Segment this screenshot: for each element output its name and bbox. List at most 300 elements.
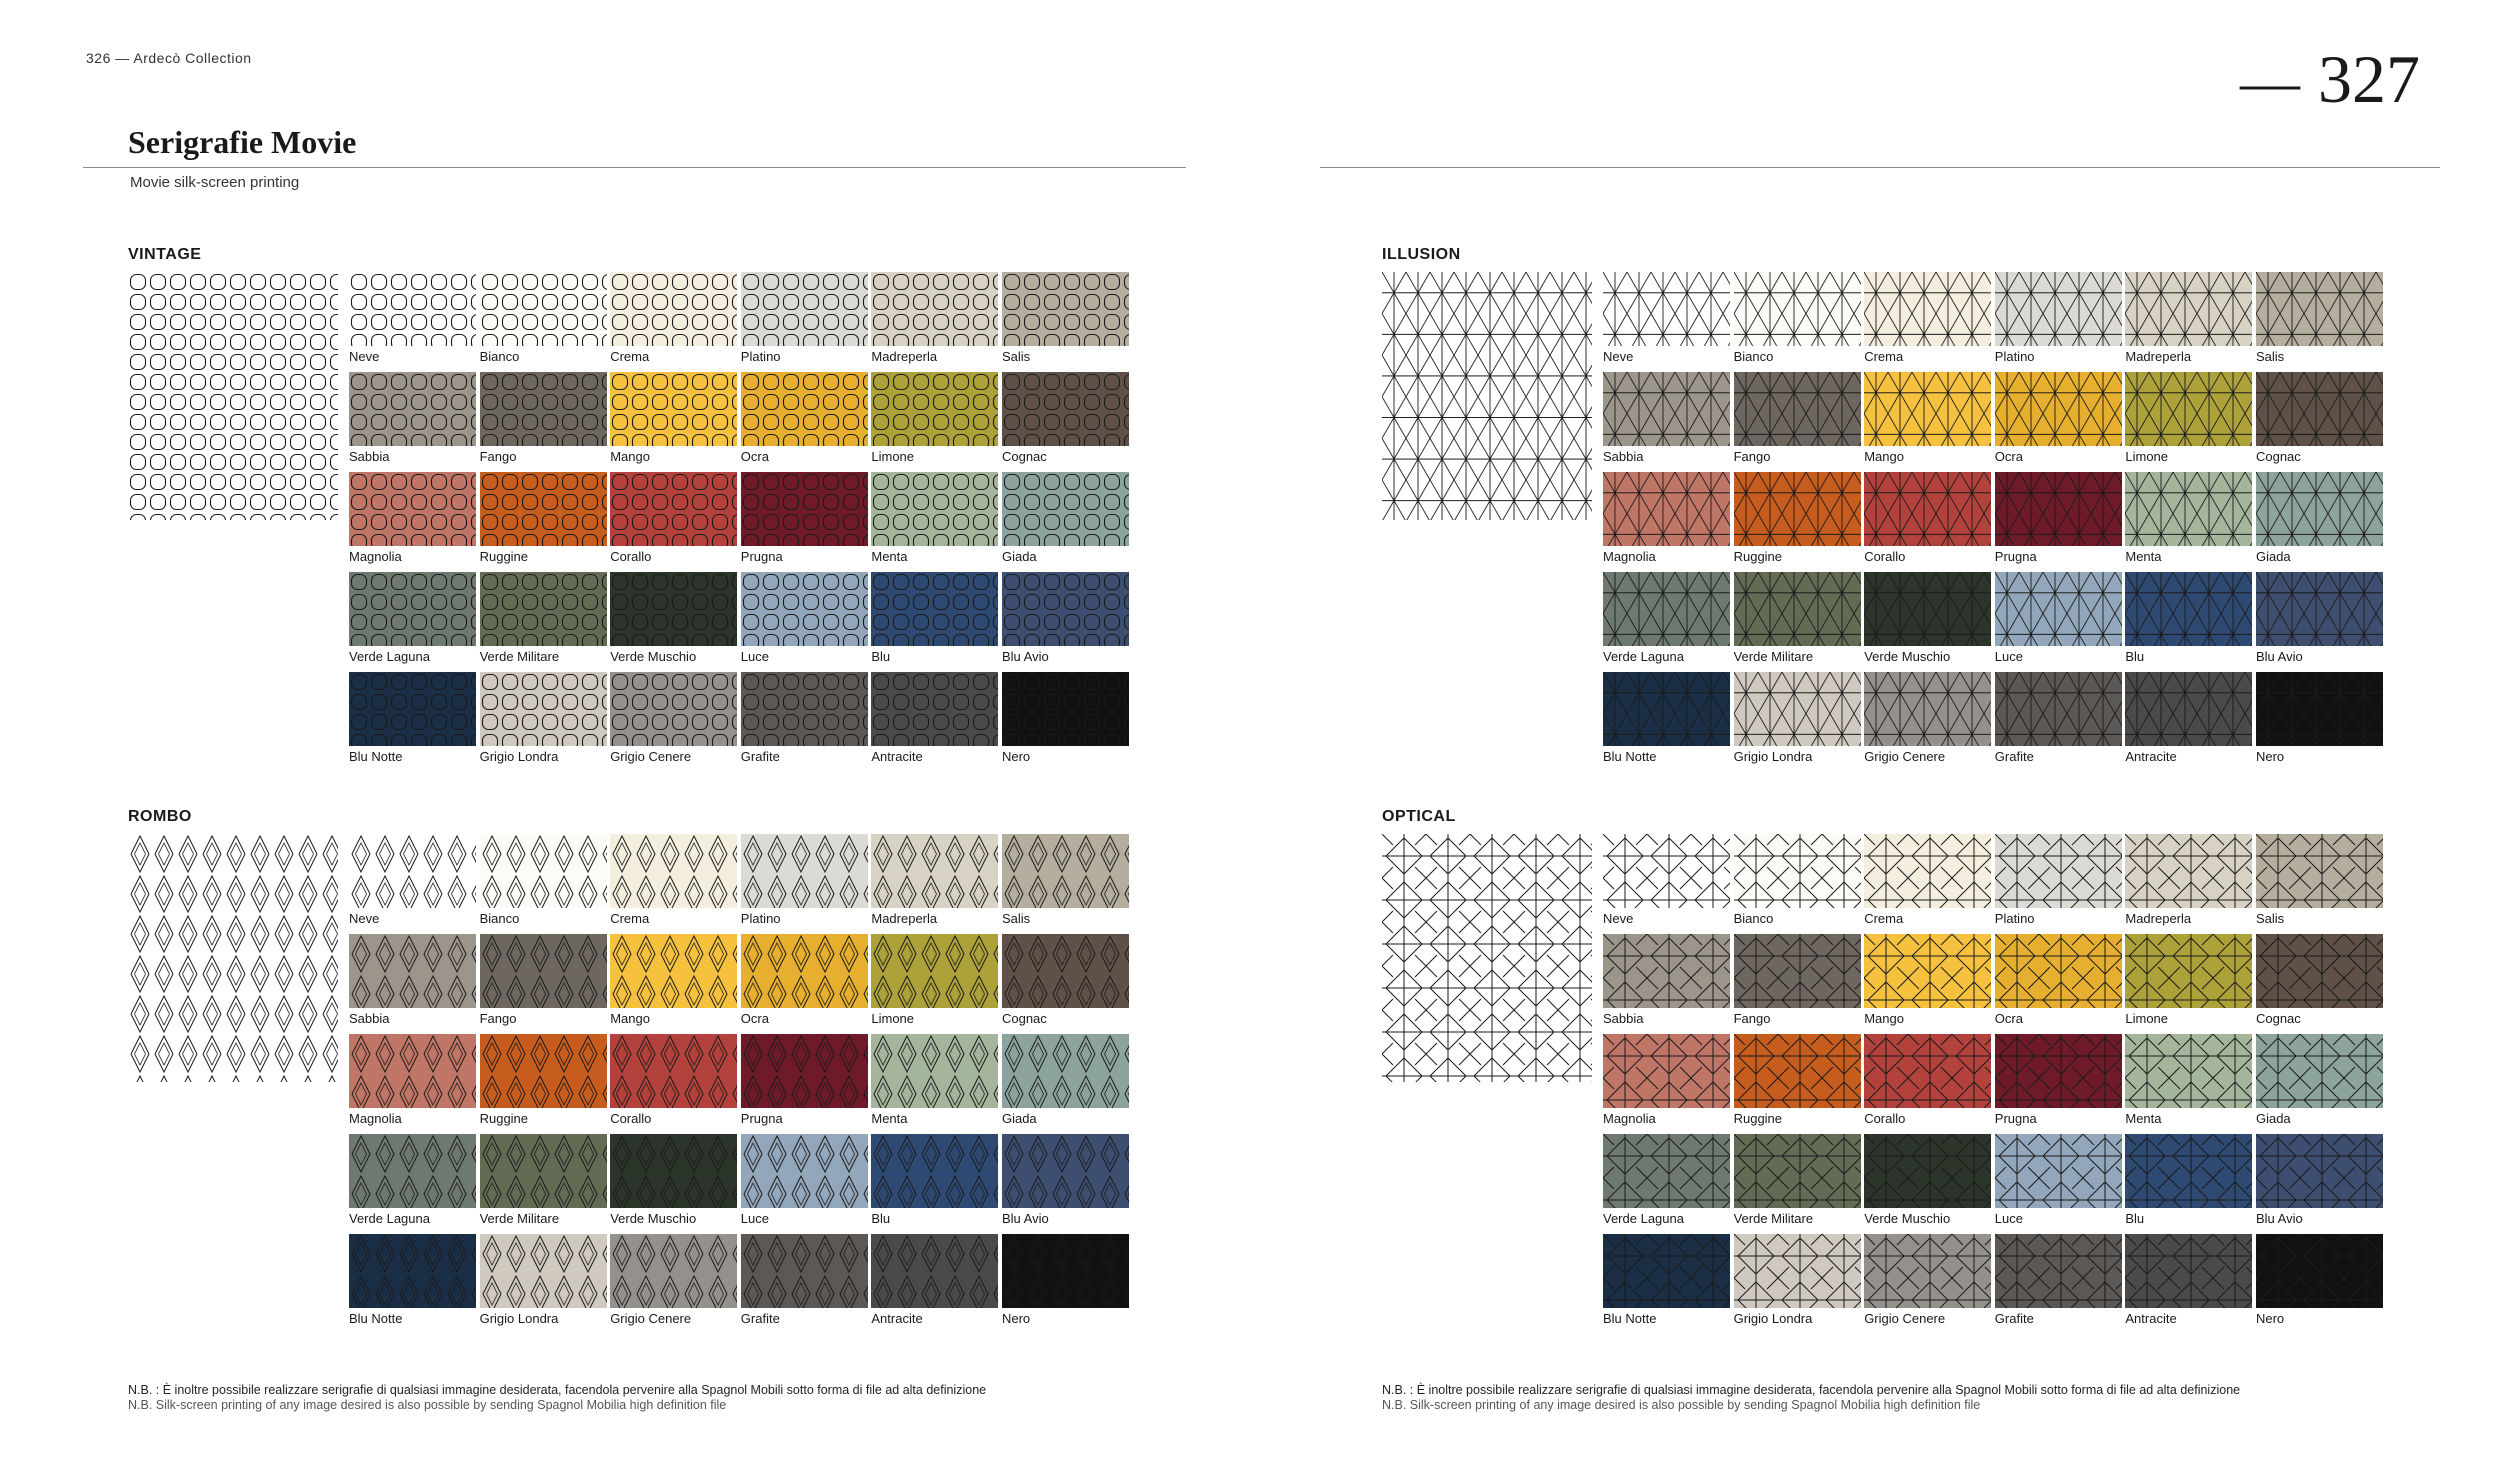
swatch-label: Blu Avio	[1001, 1211, 1049, 1226]
swatch-tile	[349, 572, 476, 646]
pattern-preview	[128, 272, 338, 520]
swatch-label: Menta	[2125, 549, 2162, 564]
swatch-label: Luce	[740, 1211, 769, 1226]
swatch-label: Nero	[1001, 1311, 1031, 1326]
swatch-label: Prugna	[740, 549, 783, 564]
section-title: ILLUSION	[1382, 246, 1461, 263]
swatch-menta	[2125, 472, 2252, 572]
swatch-label: Magnolia	[349, 549, 402, 564]
swatch-label: Verde Militare	[479, 1211, 560, 1226]
swatch-limone	[871, 934, 998, 1034]
pattern-preview	[1382, 834, 1592, 1082]
swatch-label: Giada	[2255, 1111, 2291, 1126]
swatch-label: Verde Militare	[1733, 649, 1814, 664]
swatch-tile	[1864, 672, 1991, 746]
swatch-tile	[1864, 1134, 1991, 1208]
swatch-tile	[610, 672, 737, 746]
swatch-tile	[1864, 834, 1991, 908]
swatch-tile	[349, 372, 476, 446]
swatch-label: Grigio Londra	[479, 1311, 559, 1326]
swatch-tile	[741, 272, 868, 346]
swatch-limone	[2125, 372, 2252, 472]
swatch-label: Blu Notte	[1603, 1311, 1657, 1326]
swatch-verde-militare	[480, 572, 607, 672]
swatch-tile	[741, 372, 868, 446]
swatch-grigio-londra	[1734, 1234, 1861, 1334]
swatch-label: Antracite	[871, 749, 923, 764]
swatch-tile	[1734, 572, 1861, 646]
swatch-tile	[1603, 1234, 1730, 1308]
swatch-label: Menta	[871, 549, 908, 564]
section-title: VINTAGE	[128, 246, 202, 263]
swatch-tile	[1002, 1234, 1129, 1308]
divider-left	[83, 167, 1186, 168]
swatch-label: Prugna	[1994, 1111, 2037, 1126]
swatch-tile	[2256, 272, 2383, 346]
swatch-tile	[2256, 372, 2383, 446]
swatch-tile	[2125, 472, 2252, 546]
swatch-label: Menta	[2125, 1111, 2162, 1126]
swatch-label: Magnolia	[1603, 549, 1656, 564]
swatch-label: Bianco	[1733, 911, 1774, 926]
swatch-label: Crema	[1864, 349, 1904, 364]
swatch-label: Blu Avio	[2255, 649, 2303, 664]
swatch-tile	[1002, 1134, 1129, 1208]
swatch-salis	[2256, 272, 2383, 372]
swatch-label: Mango	[610, 1011, 650, 1026]
optical-pattern-preview-svg	[1382, 834, 1592, 1082]
swatch-label: Verde Laguna	[1603, 649, 1684, 664]
swatch-verde-militare	[1734, 572, 1861, 672]
swatch-tile	[2125, 1234, 2252, 1308]
swatch-label: Blu	[2125, 649, 2145, 664]
pattern-preview	[1382, 272, 1592, 520]
swatch-tile	[2125, 372, 2252, 446]
swatch-sabbia	[349, 934, 476, 1034]
swatch-verde-laguna	[349, 572, 476, 672]
swatch-sabbia	[1603, 934, 1730, 1034]
swatch-label: Madreperla	[2125, 911, 2192, 926]
swatch-tile	[349, 472, 476, 546]
swatch-label: Grigio Londra	[1733, 749, 1813, 764]
swatch-tile	[2125, 1034, 2252, 1108]
swatch-label: Blu Notte	[349, 1311, 403, 1326]
swatch-label: Fango	[479, 1011, 517, 1026]
swatch-ocra	[741, 372, 868, 472]
swatch-label: Antracite	[2125, 1311, 2177, 1326]
swatch-label: Bianco	[479, 349, 520, 364]
swatch-tile	[1603, 1134, 1730, 1208]
swatch-prugna	[1995, 1034, 2122, 1134]
swatch-tile	[741, 672, 868, 746]
swatch-label: Cognac	[2255, 1011, 2301, 1026]
swatch-tile	[1002, 372, 1129, 446]
swatch-bianco	[480, 834, 607, 934]
swatch-label: Blu	[871, 649, 891, 664]
swatch-tile	[1995, 934, 2122, 1008]
swatch-tile	[2125, 834, 2252, 908]
swatch-tile	[1603, 472, 1730, 546]
swatch-tile	[480, 834, 607, 908]
swatch-tile	[2256, 572, 2383, 646]
swatch-tile	[741, 472, 868, 546]
swatch-tile	[480, 1234, 607, 1308]
swatch-bianco	[1734, 272, 1861, 372]
swatch-tile	[480, 672, 607, 746]
swatch-luce	[741, 572, 868, 672]
swatch-label: Madreperla	[871, 349, 938, 364]
swatch-tile	[610, 834, 737, 908]
swatch-tile	[1002, 834, 1129, 908]
swatch-ocra	[741, 934, 868, 1034]
swatch-platino	[741, 272, 868, 372]
swatch-tile	[1734, 934, 1861, 1008]
swatch-blu-avio	[1002, 572, 1129, 672]
swatch-nero	[1002, 672, 1129, 772]
swatch-antracite	[2125, 1234, 2252, 1334]
swatch-tile	[871, 472, 998, 546]
swatch-prugna	[741, 1034, 868, 1134]
swatch-label: Limone	[2125, 449, 2169, 464]
swatch-bianco	[1734, 834, 1861, 934]
swatch-tile	[349, 1234, 476, 1308]
swatch-label: Bianco	[1733, 349, 1774, 364]
swatch-cognac	[1002, 372, 1129, 472]
swatch-label: Blu Notte	[1603, 749, 1657, 764]
swatch-tile	[1864, 372, 1991, 446]
page-title: Serigrafie Movie	[128, 124, 357, 160]
swatch-tile	[1603, 272, 1730, 346]
swatch-label: Blu Notte	[349, 749, 403, 764]
swatch-tile	[1603, 1034, 1730, 1108]
swatch-grid	[349, 272, 1129, 772]
swatch-tile	[2256, 1034, 2383, 1108]
swatch-mango	[610, 934, 737, 1034]
swatch-grigio-londra	[480, 1234, 607, 1334]
swatch-label: Corallo	[610, 1111, 652, 1126]
page-number-dash: —	[2240, 49, 2300, 115]
swatch-label: Blu Avio	[1001, 649, 1049, 664]
swatch-label: Magnolia	[1603, 1111, 1656, 1126]
swatch-label: Platino	[740, 349, 781, 364]
swatch-nero	[2256, 1234, 2383, 1334]
swatch-label: Luce	[740, 649, 769, 664]
swatch-verde-militare	[1734, 1134, 1861, 1234]
swatch-tile	[871, 834, 998, 908]
swatch-label: Nero	[1001, 749, 1031, 764]
swatch-label: Giada	[2255, 549, 2291, 564]
swatch-cognac	[1002, 934, 1129, 1034]
swatch-label: Platino	[1994, 349, 2035, 364]
swatch-tile	[1734, 1134, 1861, 1208]
swatch-label: Madreperla	[871, 911, 938, 926]
swatch-label: Giada	[1001, 1111, 1037, 1126]
swatch-blu	[871, 572, 998, 672]
swatch-grigio-cenere	[1864, 672, 1991, 772]
swatch-grigio-londra	[480, 672, 607, 772]
swatch-label: Prugna	[1994, 549, 2037, 564]
vintage-pattern-preview-svg	[128, 272, 338, 520]
swatch-label: Grigio Cenere	[610, 749, 692, 764]
swatch-tile	[349, 672, 476, 746]
swatch-tile	[480, 934, 607, 1008]
swatch-verde-militare	[480, 1134, 607, 1234]
swatch-tile	[2125, 1134, 2252, 1208]
swatch-label: Cognac	[1001, 449, 1047, 464]
swatch-label: Blu	[2125, 1211, 2145, 1226]
swatch-tile	[610, 372, 737, 446]
swatch-menta	[2125, 1034, 2252, 1134]
swatch-fango	[1734, 934, 1861, 1034]
swatch-tile	[741, 1034, 868, 1108]
running-header: 326 — Ardecò Collection	[86, 50, 252, 66]
swatch-crema	[1864, 272, 1991, 372]
swatch-grafite	[1995, 1234, 2122, 1334]
swatch-tile	[1995, 272, 2122, 346]
swatch-corallo	[1864, 1034, 1991, 1134]
swatch-tile	[1603, 672, 1730, 746]
swatch-tile	[1995, 472, 2122, 546]
swatch-label: Madreperla	[2125, 349, 2192, 364]
swatch-tile	[2256, 1234, 2383, 1308]
swatch-grafite	[741, 672, 868, 772]
swatch-tile	[741, 572, 868, 646]
footnote-english: N.B. Silk-screen printing of any image desired is also possible by sending Spagnol Mobilia high definition file	[128, 1398, 727, 1412]
swatch-tile	[349, 934, 476, 1008]
swatch-blu-notte	[1603, 1234, 1730, 1334]
swatch-label: Ruggine	[1733, 1111, 1783, 1126]
swatch-label: Sabbia	[349, 1011, 390, 1026]
swatch-label: Magnolia	[349, 1111, 402, 1126]
swatch-tile	[610, 1234, 737, 1308]
swatch-corallo	[610, 1034, 737, 1134]
swatch-label: Luce	[1994, 1211, 2023, 1226]
swatch-label: Ruggine	[1733, 549, 1783, 564]
swatch-label: Sabbia	[1603, 1011, 1644, 1026]
swatch-madreperla	[871, 272, 998, 372]
swatch-luce	[1995, 1134, 2122, 1234]
swatch-label: Grafite	[1994, 1311, 2034, 1326]
swatch-tile	[610, 272, 737, 346]
swatch-blu-notte	[349, 1234, 476, 1334]
swatch-tile	[871, 272, 998, 346]
swatch-tile	[1734, 672, 1861, 746]
swatch-antracite	[871, 1234, 998, 1334]
swatch-tile	[1734, 472, 1861, 546]
swatch-label: Platino	[1994, 911, 2035, 926]
swatch-fango	[480, 934, 607, 1034]
page-number-value: 327	[2318, 41, 2420, 117]
footnote-italian: N.B. : È inoltre possibile realizzare serigrafie di qualsiasi immagine desiderata, facendola pervenire alla Spagnol Mobili sotto forma di file ad alta definizione	[1382, 1383, 2241, 1397]
section-rombo	[128, 808, 1138, 1348]
swatch-label: Limone	[871, 449, 915, 464]
swatch-tile	[741, 934, 868, 1008]
swatch-tile	[610, 472, 737, 546]
swatch-label: Ruggine	[479, 1111, 529, 1126]
swatch-salis	[1002, 272, 1129, 372]
swatch-tile	[480, 372, 607, 446]
swatch-blu	[2125, 572, 2252, 672]
swatch-tile	[1002, 1034, 1129, 1108]
swatch-menta	[871, 1034, 998, 1134]
swatch-label: Salis	[1001, 911, 1031, 926]
illusion-pattern-preview-svg	[1382, 272, 1592, 520]
swatch-platino	[741, 834, 868, 934]
swatch-ruggine	[480, 472, 607, 572]
swatch-giada	[1002, 1034, 1129, 1134]
swatch-nero	[2256, 672, 2383, 772]
section-optical	[1382, 808, 2392, 1348]
swatch-grigio-londra	[1734, 672, 1861, 772]
swatch-label: Corallo	[1864, 1111, 1906, 1126]
page-subtitle: Movie silk-screen printing	[130, 174, 300, 191]
swatch-tile	[1864, 1234, 1991, 1308]
swatch-tile	[1995, 672, 2122, 746]
swatch-crema	[1864, 834, 1991, 934]
swatch-blu-avio	[2256, 572, 2383, 672]
swatch-salis	[1002, 834, 1129, 934]
swatch-label: Antracite	[2125, 749, 2177, 764]
swatch-label: Nero	[2255, 749, 2285, 764]
swatch-ruggine	[1734, 472, 1861, 572]
swatch-label: Verde Laguna	[349, 1211, 430, 1226]
swatch-neve	[1603, 272, 1730, 372]
swatch-label: Crema	[1864, 911, 1904, 926]
swatch-label: Fango	[1733, 1011, 1771, 1026]
swatch-label: Grafite	[1994, 749, 2034, 764]
swatch-label: Grigio Londra	[479, 749, 559, 764]
swatch-crema	[610, 272, 737, 372]
swatch-label: Sabbia	[349, 449, 390, 464]
swatch-corallo	[1864, 472, 1991, 572]
swatch-label: Cognac	[1001, 1011, 1047, 1026]
swatch-label: Limone	[871, 1011, 915, 1026]
swatch-tile	[1603, 834, 1730, 908]
swatch-label: Neve	[1603, 349, 1634, 364]
swatch-label: Luce	[1994, 649, 2023, 664]
swatch-tile	[1734, 372, 1861, 446]
swatch-ocra	[1995, 934, 2122, 1034]
swatch-mango	[1864, 934, 1991, 1034]
swatch-tile	[871, 1134, 998, 1208]
swatch-label: Verde Laguna	[1603, 1211, 1684, 1226]
swatch-neve	[1603, 834, 1730, 934]
swatch-grigio-cenere	[610, 672, 737, 772]
swatch-tile	[1734, 1234, 1861, 1308]
swatch-label: Neve	[349, 911, 380, 926]
swatch-tile	[349, 272, 476, 346]
swatch-mango	[610, 372, 737, 472]
swatch-tile	[1734, 272, 1861, 346]
swatch-label: Grigio Cenere	[610, 1311, 692, 1326]
swatch-neve	[349, 834, 476, 934]
swatch-tile	[610, 1034, 737, 1108]
swatch-giada	[1002, 472, 1129, 572]
swatch-tile	[610, 934, 737, 1008]
swatch-tile	[1995, 372, 2122, 446]
swatch-madreperla	[871, 834, 998, 934]
swatch-label: Ocra	[1994, 1011, 2023, 1026]
swatch-label: Verde Muschio	[1864, 1211, 1951, 1226]
swatch-label: Ocra	[740, 449, 769, 464]
swatch-ocra	[1995, 372, 2122, 472]
swatch-prugna	[1995, 472, 2122, 572]
swatch-tile	[480, 272, 607, 346]
swatch-label: Neve	[349, 349, 380, 364]
footnote-english: N.B. Silk-screen printing of any image desired is also possible by sending Spagnol Mobilia high definition file	[1382, 1398, 1981, 1412]
swatch-giada	[2256, 472, 2383, 572]
swatch-magnolia	[349, 472, 476, 572]
swatch-label: Salis	[2255, 911, 2285, 926]
swatch-blu-avio	[1002, 1134, 1129, 1234]
swatch-ruggine	[480, 1034, 607, 1134]
swatch-label: Prugna	[740, 1111, 783, 1126]
page-number	[2240, 40, 2420, 119]
swatch-madreperla	[2125, 272, 2252, 372]
swatch-tile	[2256, 1134, 2383, 1208]
swatch-grid	[349, 834, 1129, 1334]
swatch-label: Cognac	[2255, 449, 2301, 464]
swatch-platino	[1995, 272, 2122, 372]
swatch-tile	[1002, 472, 1129, 546]
swatch-label: Salis	[2255, 349, 2285, 364]
swatch-grigio-cenere	[610, 1234, 737, 1334]
swatch-label: Verde Muschio	[1864, 649, 1951, 664]
swatch-tile	[871, 934, 998, 1008]
swatch-tile	[871, 572, 998, 646]
swatch-crema	[610, 834, 737, 934]
section-title: OPTICAL	[1382, 808, 1456, 825]
swatch-tile	[1995, 834, 2122, 908]
swatch-tile	[1995, 1134, 2122, 1208]
swatch-label: Ruggine	[479, 549, 529, 564]
swatch-label: Verde Laguna	[349, 649, 430, 664]
swatch-verde-laguna	[1603, 572, 1730, 672]
swatch-tile	[1603, 934, 1730, 1008]
section-title: ROMBO	[128, 808, 192, 825]
swatch-label: Crema	[610, 911, 650, 926]
swatch-label: Menta	[871, 1111, 908, 1126]
swatch-tile	[480, 1034, 607, 1108]
swatch-luce	[741, 1134, 868, 1234]
swatch-label: Bianco	[479, 911, 520, 926]
swatch-verde-muschio	[610, 1134, 737, 1234]
swatch-tile	[1603, 372, 1730, 446]
swatch-grigio-cenere	[1864, 1234, 1991, 1334]
swatch-grid	[1603, 272, 2383, 772]
swatch-tile	[480, 472, 607, 546]
swatch-label: Neve	[1603, 911, 1634, 926]
swatch-cognac	[2256, 372, 2383, 472]
swatch-tile	[1995, 1234, 2122, 1308]
swatch-bianco	[480, 272, 607, 372]
swatch-grafite	[1995, 672, 2122, 772]
swatch-label: Verde Militare	[1733, 1211, 1814, 1226]
swatch-grafite	[741, 1234, 868, 1334]
swatch-tile	[1995, 1034, 2122, 1108]
swatch-tile	[349, 834, 476, 908]
swatch-tile	[2125, 672, 2252, 746]
swatch-blu-notte	[349, 672, 476, 772]
swatch-tile	[1734, 834, 1861, 908]
swatch-magnolia	[1603, 1034, 1730, 1134]
swatch-label: Corallo	[1864, 549, 1906, 564]
swatch-label: Mango	[1864, 449, 1904, 464]
swatch-tile	[2256, 472, 2383, 546]
swatch-tile	[741, 834, 868, 908]
swatch-verde-laguna	[349, 1134, 476, 1234]
swatch-tile	[1864, 1034, 1991, 1108]
